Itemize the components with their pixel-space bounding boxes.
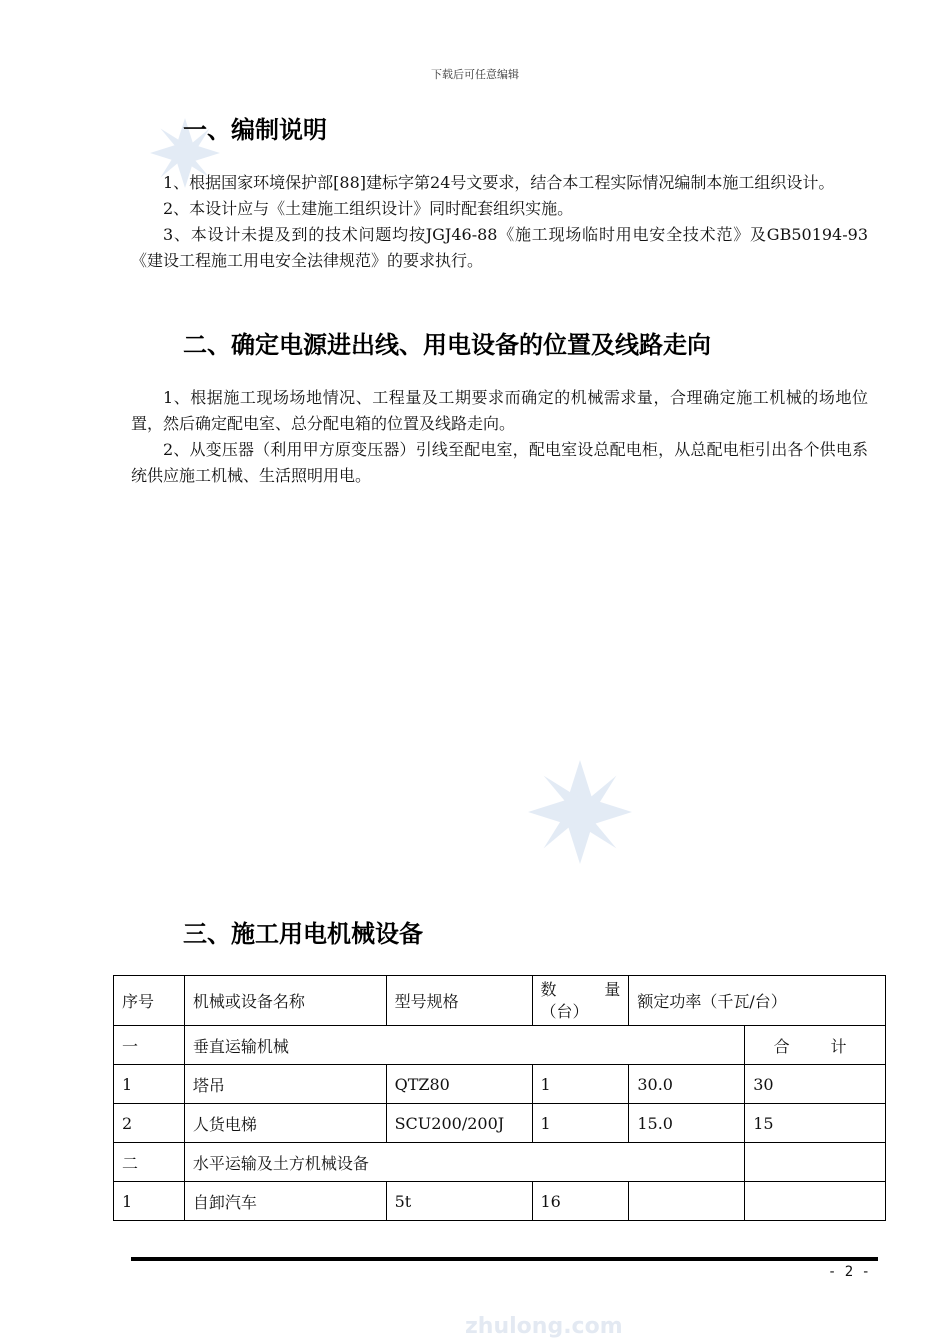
- header-name: 机械或设备名称: [184, 976, 386, 1026]
- header-qty: [532, 976, 629, 1026]
- paragraph: 2、本设计应与《土建施工组织设计》同时配套组织实施。: [163, 199, 574, 218]
- section-1-body: [131, 170, 868, 274]
- cell-model: QTZ80: [386, 1065, 532, 1104]
- header-qty-unit: （台）: [540, 1001, 589, 1021]
- cell-power: 30.0: [629, 1065, 745, 1104]
- cell-qty: 16: [532, 1182, 629, 1221]
- cell-group-name: 水平运输及土方机械设备: [184, 1143, 744, 1182]
- cell-power: [629, 1182, 745, 1221]
- cell-model: 5t: [386, 1182, 532, 1221]
- cell-qty: 1: [532, 1104, 629, 1143]
- cell-total: [745, 1143, 886, 1182]
- header-model: 型号规格: [386, 976, 532, 1026]
- table-row: [114, 1182, 886, 1221]
- cell-total: [745, 1182, 886, 1221]
- cell-total: 30: [745, 1065, 886, 1104]
- header-qty-a: 数: [540, 979, 557, 999]
- paragraph: 1、根据施工现场场地情况、工程量及工期要求而确定的机械需求量，合理确定施工机械的场地位置，然后确定配电室、总分配电箱的位置及线路走向。: [131, 388, 868, 433]
- section-1-title: 一、编制说明: [183, 116, 327, 144]
- table-row-group: [114, 1026, 886, 1065]
- cell-qty: 1: [532, 1065, 629, 1104]
- paragraph: 3、本设计未提及到的技术问题均按JGJ46-88《施工现场临时用电安全技术范》及GB50194-93《建设工程施工用电安全法律规范》的要求执行。: [131, 225, 868, 270]
- cell-seq: 2: [114, 1104, 185, 1143]
- cell-model: SCU200/200J: [386, 1104, 532, 1143]
- cell-total: 15: [745, 1104, 886, 1143]
- total-label-b: 计: [830, 1036, 847, 1056]
- header-qty-b: 量: [604, 979, 621, 999]
- header-power: 额定功率（千瓦/台）: [629, 976, 886, 1026]
- watermark-logo-icon: [528, 760, 632, 864]
- table-row: [114, 1104, 886, 1143]
- bottom-watermark: zhulong.com: [465, 1314, 623, 1339]
- section-2-body: [131, 385, 868, 489]
- cell-seq: 1: [114, 1182, 185, 1221]
- table-header-row: [114, 976, 886, 1026]
- cell-name: 塔吊: [184, 1065, 386, 1104]
- header-note: 下载后可任意编辑: [431, 68, 519, 81]
- section-2-title: 二、确定电源进出线、用电设备的位置及线路走向: [183, 331, 711, 359]
- cell-total-label: [745, 1026, 886, 1065]
- cell-power: 15.0: [629, 1104, 745, 1143]
- cell-name: 人货电梯: [184, 1104, 386, 1143]
- header-seq: 序号: [114, 976, 185, 1026]
- paragraph: 1、根据国家环境保护部[88]建标字第24号文要求，结合本工程实际情况编制本施工组织设计。: [163, 173, 835, 192]
- equipment-table: [113, 975, 886, 1221]
- cell-group-name: 垂直运输机械: [184, 1026, 744, 1065]
- table-row: [114, 1065, 886, 1104]
- footer-rule: [131, 1257, 878, 1261]
- paragraph: 2、从变压器（利用甲方原变压器）引线至配电室，配电室设总配电柜，从总配电柜引出各个供电系统供应施工机械、生活照明用电。: [131, 440, 868, 485]
- page-number: - 2 -: [827, 1264, 870, 1280]
- cell-seq: 一: [114, 1026, 185, 1065]
- section-3-title: 三、施工用电机械设备: [183, 920, 423, 948]
- cell-name: 自卸汽车: [184, 1182, 386, 1221]
- total-label-a: 合: [773, 1036, 790, 1056]
- cell-seq: 1: [114, 1065, 185, 1104]
- table-row-group: [114, 1143, 886, 1182]
- cell-seq: 二: [114, 1143, 185, 1182]
